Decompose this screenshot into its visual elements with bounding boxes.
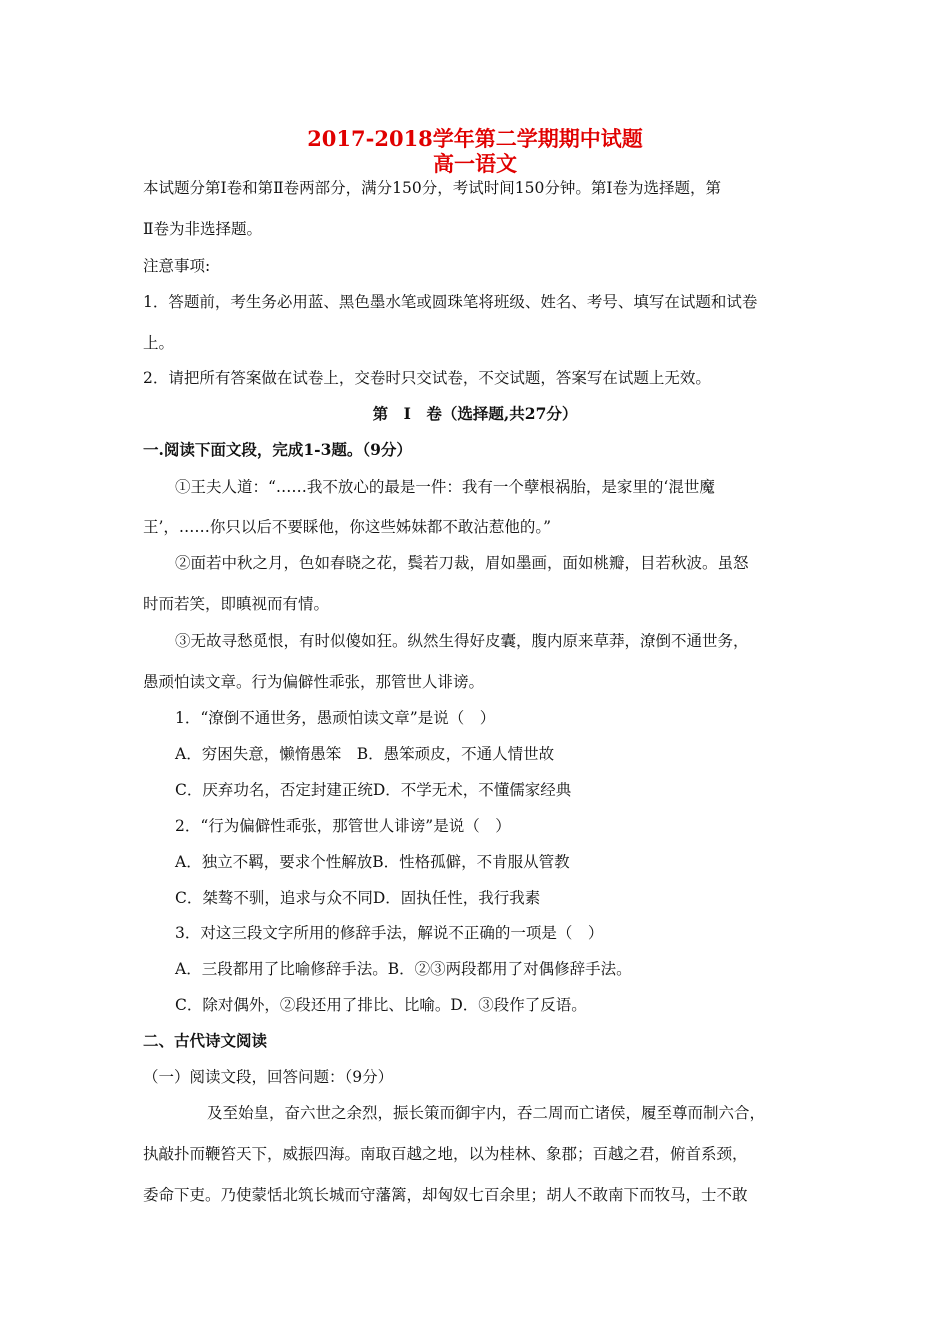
notice-line-2: 上。 <box>143 334 175 352</box>
sub1-heading: （一）阅读文段，回答问题：（9分） <box>143 1068 394 1086</box>
passage-line-4: 时而若笑，即瞋视而有情。 <box>143 595 330 613</box>
passage-line-2: 王’，……你只以后不要睬他，你这些姊妹都不敢沾惹他的。” <box>143 518 552 536</box>
question-2-options-ab: A．独立不羁，要求个性解放B．性格孤僻，不肯服从管教 <box>175 853 570 871</box>
question-3: 3．对这三段文字所用的修辞手法，解说不正确的一项是（ ） <box>175 924 604 942</box>
passage-line-1: ①王夫人道：“……我不放心的最是一件：我有一个孽根祸胎，是家里的‘混世魔 <box>175 478 715 496</box>
notice-line-1: 1．答题前，考生务必用蓝、黑色墨水笔或圆珠笔将班级、姓名、考号、填写在试题和试卷 <box>143 293 758 311</box>
passage-line-6: 愚顽怕读文章。行为偏僻性乖张，那管世人诽谤。 <box>143 673 485 691</box>
question-2-options-cd: C．桀骜不驯，追求与众不同D．固执任性，我行我素 <box>175 889 541 907</box>
passage-line-3: ②面若中秋之月，色如春晓之花，鬓若刀裁，眉如墨画，面如桃瓣，目若秋波。虽怒 <box>175 554 749 572</box>
exam-title: 2017-2018学年第二学期期中试题 <box>307 126 643 151</box>
passage2-line-3: 委命下吏。乃使蒙恬北筑长城而守藩篱，却匈奴七百余里；胡人不敢南下而牧马，士不敢 <box>143 1186 748 1204</box>
section2-heading: 二、古代诗文阅读 <box>143 1031 268 1050</box>
section1-heading: 一.阅读下面文段，完成1-3题。（9分） <box>143 440 412 459</box>
question-2: 2．“行为偏僻性乖张，那管世人诽谤”是说（ ） <box>175 817 511 835</box>
passage-line-5: ③无故寻愁觅恨，有时似傻如狂。纵然生得好皮囊，腹内原来草莽，潦倒不通世务， <box>175 632 749 650</box>
intro-line-1: 本试题分第Ⅰ卷和第Ⅱ卷两部分，满分150分，考试时间150分钟。第Ⅰ卷为选择题，第 <box>143 179 721 197</box>
notice-line-3: 2．请把所有答案做在试卷上，交卷时只交试卷，不交试题，答案写在试题上无效。 <box>143 369 711 387</box>
passage2-line-1: 及至始皇，奋六世之余烈，振长策而御宇内，吞二周而亡诸侯，履至尊而制六合， <box>207 1104 766 1122</box>
question-1: 1．“潦倒不通世务，愚顽怕读文章”是说（ ） <box>175 709 496 727</box>
intro-line-2: Ⅱ卷为非选择题。 <box>143 220 263 238</box>
part1-heading: 第 Ⅰ 卷（选择题,共27分） <box>372 404 578 423</box>
passage2-line-2: 执敲扑而鞭笞天下，威振四海。南取百越之地，以为桂林、象郡；百越之君，俯首系颈， <box>143 1145 748 1163</box>
question-3-options-cd: C．除对偶外，②段还用了排比、比喻。D．③段作了反语。 <box>175 996 587 1014</box>
question-3-options-ab: A．三段都用了比喻修辞手法。B．②③两段都用了对偶修辞手法。 <box>175 960 632 978</box>
question-1-options-cd: C．厌弃功名，否定封建正统D．不学无术，不懂儒家经典 <box>175 781 572 799</box>
question-1-options-ab: A．穷困失意，懒惰愚笨 B．愚笨顽皮，不通人情世故 <box>175 745 555 763</box>
exam-subtitle: 高一语文 <box>433 151 517 176</box>
notice-heading: 注意事项: <box>143 257 211 275</box>
